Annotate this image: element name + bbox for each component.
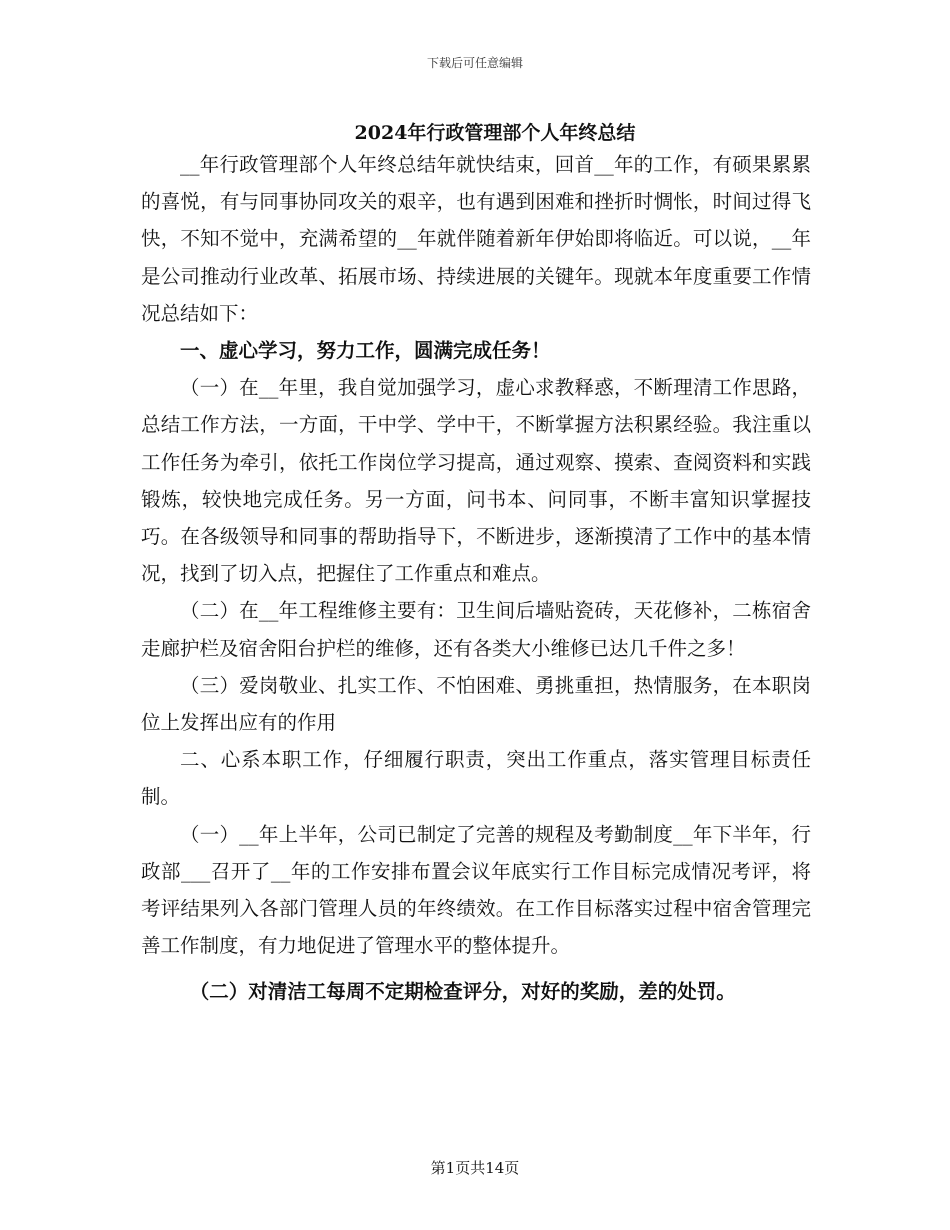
page-footer: 第1页共14页 — [430, 1159, 520, 1177]
page-header: 下载后可任意编辑 — [426, 56, 523, 70]
paragraph-2-1: （一）__年上半年，公司已制定了完善的规程及考勤制度__年下半年，行政部___召开了__年的工作安排布置会议年底实行工作目标完成情况考评，将考评结果列入各部门管理人员的年终绩效。在工作目标落实过程中宿舍管理完善工作制度，有力地促进了管理水平的整体提升。 — [141, 822, 811, 958]
intro-paragraph: __年行政管理部个人年终总结年就快结束，回首__年的工作，有硕果累累的喜悦，有与同事协同攻关的艰辛，也有遇到困难和挫折时惆怅，时间过得飞快，不知不觉中，充满希望的__年就伴随着新年伊始即将临近。可以说，__年是公司推动行业改革、拓展市场、持续进展的关键年。现就本年度重要工作情况总结如下： — [141, 153, 811, 325]
section-heading-2: 二、心系本职工作，仔细履行职责，突出工作重点，落实管理目标责任制。 — [141, 748, 811, 809]
section-heading-1: 一、虚心学习，努力工作，圆满完成任务！ — [180, 339, 551, 363]
document-title: 2024年行政管理部个人年终总结 — [354, 122, 636, 144]
paragraph-1-2: （二）在__年工程维修主要有：卫生间后墙贴瓷砖，天花修补，二栋宿舍走廊护栏及宿舍阳台护栏的维修，还有各类大小维修已达几千件之多！ — [141, 599, 811, 660]
document-body — [141, 146, 811, 1011]
paragraph-2-2: （二）对清洁工每周不定期检查评分，对好的奖励，差的处罚。 — [189, 980, 736, 1004]
paragraph-1-1: （一）在__年里，我自觉加强学习，虚心求教释惑，不断理清工作思路，总结工作方法，一方面，干中学、学中干，不断掌握方法积累经验。我注重以工作任务为牵引，依托工作岗位学习提高，通过观察、摸索、查阅资料和实践锻炼，较快地完成任务。另一方面，问书本、问同事，不断丰富知识掌握技巧。在各级领导和同事的帮助指导下，不断进步，逐渐摸清了工作中的基本情况，找到了切入点，把握住了工作重点和难点。 — [141, 376, 811, 586]
paragraph-1-3: （三）爱岗敬业、扎实工作、不怕困难、勇挑重担，热情服务，在本职岗位上发挥出应有的作用 — [141, 673, 811, 735]
